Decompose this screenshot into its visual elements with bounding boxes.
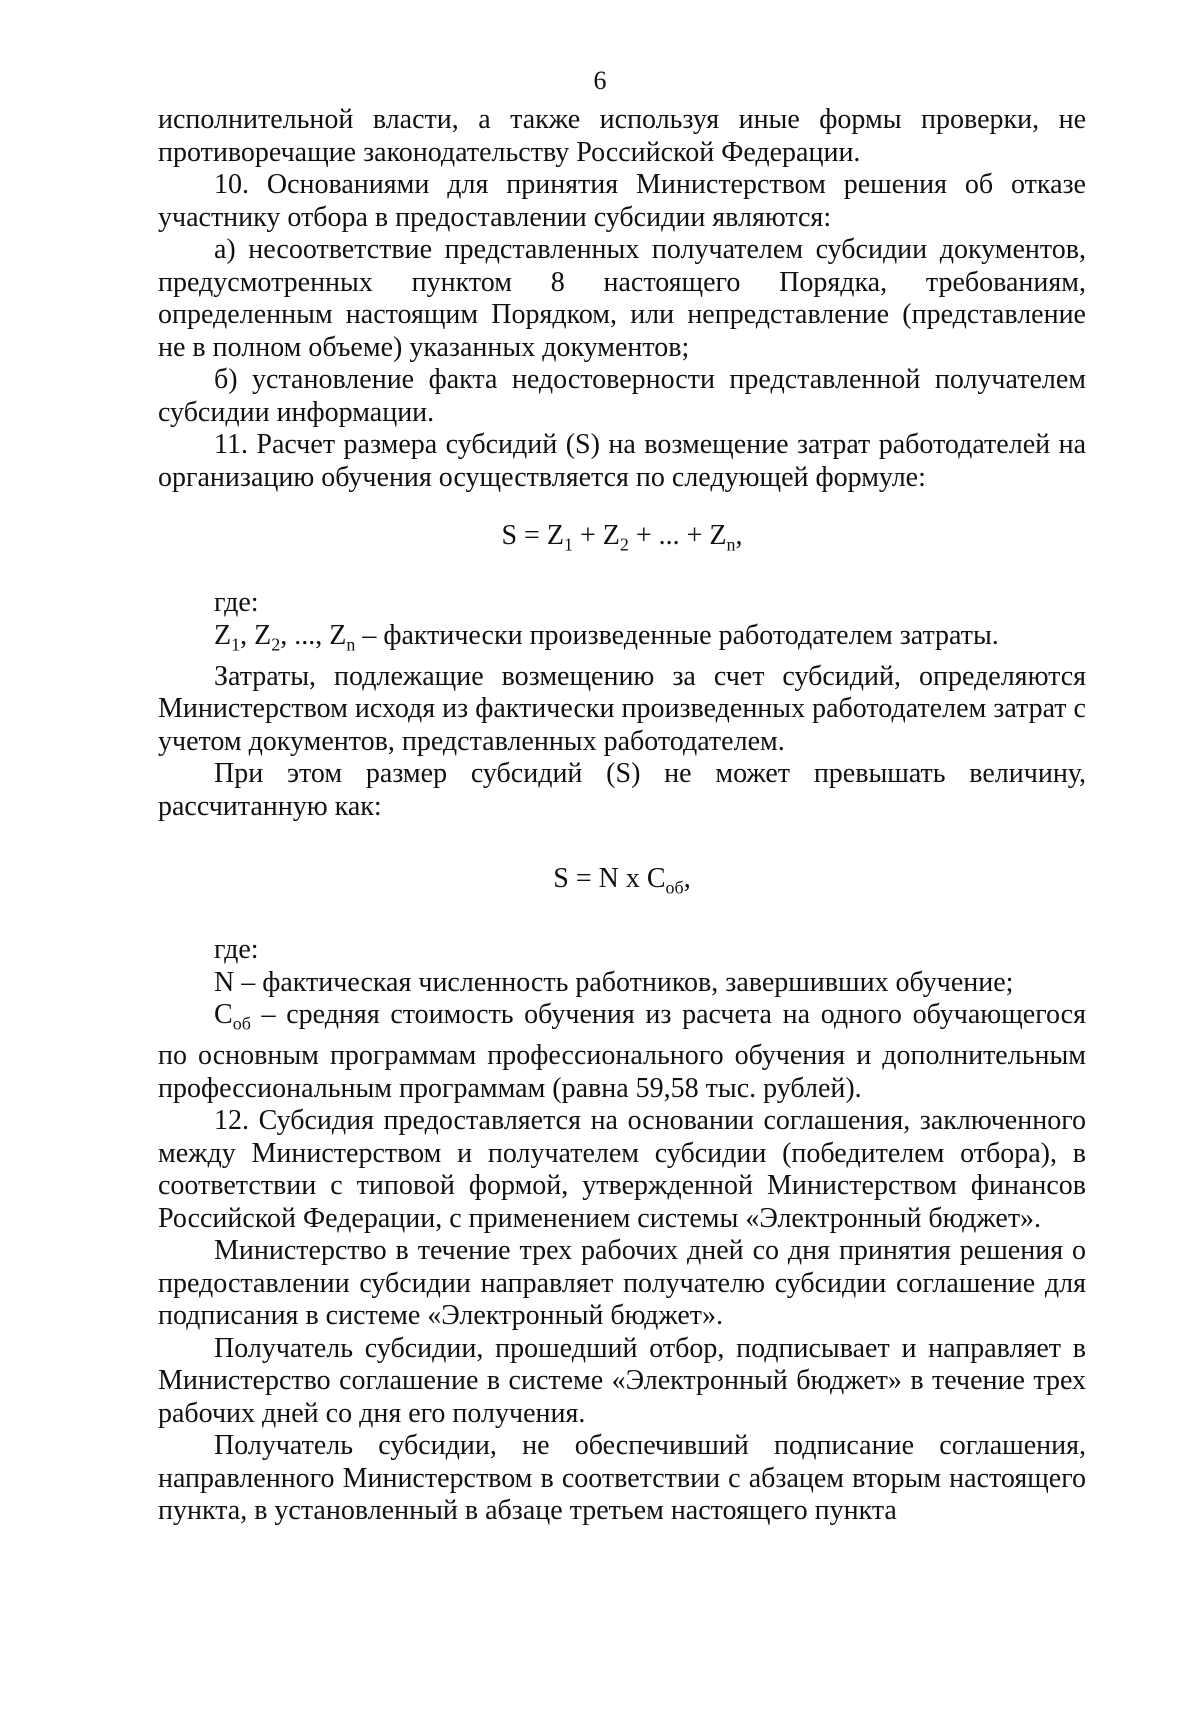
formula-subsidy-sum <box>158 520 1086 561</box>
page-number: 6 <box>593 66 607 95</box>
formula-part: + ... + Z <box>628 520 727 551</box>
definition-part: – средняя стоимость обучения из расчета на одного обучающегося по основным программам профессионального обучения и дополнительным профессиональным программам (равна 59,58 тыс. рублей). <box>158 999 1086 1104</box>
definition-subscript: 2 <box>271 634 281 655</box>
paragraph-agreement-failure: Получатель субсидии, не обеспечивший подписание соглашения, направленного Министерством в соответствии с абзацем вторым настоящего пункта, в установленный в абзаце третьем настоящего пункта <box>158 1430 1086 1527</box>
paragraph-item-10b: б) установление факта недостоверности представленной получателем субсидии информации. <box>158 364 1086 428</box>
formula-subscript: n <box>726 534 736 555</box>
formula-part: S = Z <box>501 520 564 551</box>
definition-subscript: n <box>346 634 356 655</box>
definition-n: N – фактическая численность работников, завершивших обучение; <box>214 966 1014 998</box>
where-label: где: <box>214 587 259 619</box>
formula-subscript: 1 <box>563 534 573 555</box>
formula-subsidy-limit <box>158 863 1086 904</box>
definition-part: , ..., Z <box>280 619 347 651</box>
definition-subscript: об <box>232 1013 251 1034</box>
formula-part: , <box>683 863 691 895</box>
paragraph-item-10: 10. Основаниями для принятия Министерством решения об отказе участнику отбора в предоставлении субсидии являются: <box>158 169 1086 233</box>
paragraph-continuation: исполнительной власти, а также используя иные формы проверки, не противоречащие законодательству Российской Федерации. <box>158 104 1086 168</box>
definition-subscript: 1 <box>231 634 241 655</box>
definition-part: – фактически произведенные работодателем затраты. <box>355 619 999 651</box>
paragraph-costs: Затраты, подлежащие возмещению за счет субсидий, определяются Министерством исходя из фактически произведенных работодателем затрат с учетом документов, представленных работодателем. <box>158 660 1086 757</box>
paragraph-item-11: 11. Расчет размера субсидий (S) на возмещение затрат работодателей на организацию обучения осуществляется по следующей формуле: <box>158 429 1086 493</box>
where-label: где: <box>214 934 259 966</box>
definition-c <box>158 999 1086 1105</box>
paragraph-item-12: 12. Субсидия предоставляется на основании соглашения, заключенного между Министерством и получателем субсидии (победителем отбора), в соответствии с типовой формой, утвержденной Министерством финансов Российской Федерации, с применением системы «Электронный бюджет». <box>158 1105 1086 1234</box>
definition-part: Z <box>214 619 232 651</box>
formula-part: S = N x C <box>553 863 666 895</box>
document-body <box>158 104 1086 1528</box>
formula-subscript: 2 <box>619 534 629 555</box>
paragraph-limit: При этом размер субсидий (S) не может превышать величину, рассчитанную как: <box>158 758 1086 822</box>
paragraph-agreement-sign: Получатель субсидии, прошедший отбор, подписывает и направляет в Министерство соглашение в системе «Электронный бюджет» в течение трех рабочих дней со дня его получения. <box>158 1332 1086 1429</box>
definition-part: , Z <box>240 619 272 651</box>
paragraph-agreement-send: Министерство в течение трех рабочих дней со дня принятия решения о предоставлении субсидии направляет получателю субсидии соглашение для подписания в системе «Электронный бюджет». <box>158 1235 1086 1332</box>
formula-part: + Z <box>572 520 620 551</box>
formula-subscript: об <box>665 877 684 898</box>
formula-part: , <box>735 520 743 551</box>
definition-part: C <box>214 999 233 1031</box>
paragraph-item-10a: а) несоответствие представленных получателем субсидии документов, предусмотренных пунктом 8 настоящего Порядка, требованиям, определенным настоящим Порядком, или непредставление (представление не в полном объеме) указанных документов; <box>158 234 1086 363</box>
definition-z <box>158 620 1086 661</box>
